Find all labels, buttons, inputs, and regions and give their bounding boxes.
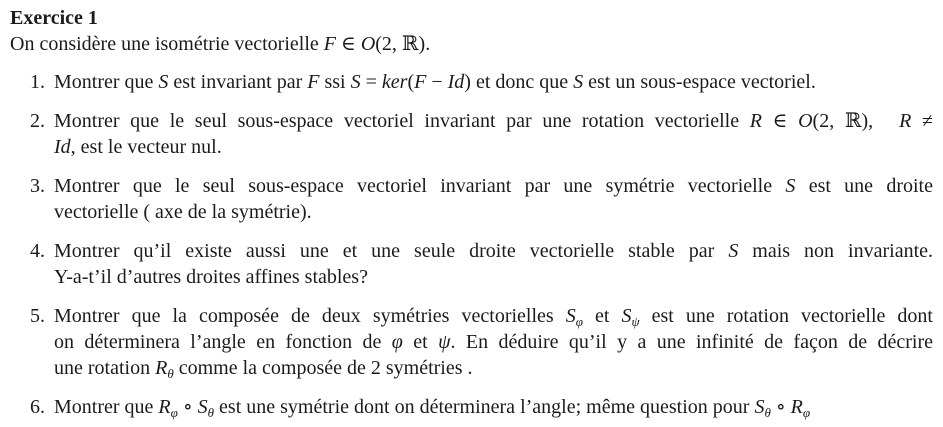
text-segment: Montrer que: [54, 71, 159, 93]
text-line: [54, 199, 933, 225]
text-segment: ∘: [177, 396, 198, 418]
text-line: [54, 394, 933, 420]
text-segment: est une rotation vectorielle dont: [639, 305, 933, 327]
math-subscript: ψ: [631, 314, 640, 329]
math-variable: φ: [391, 331, 403, 353]
exercise-item-5: [10, 303, 933, 381]
text-segment: ≠: [911, 110, 933, 132]
math-variable: Id: [54, 136, 71, 158]
math-variable: F: [414, 71, 427, 93]
text-segment: −: [426, 71, 448, 93]
text-line: [54, 303, 933, 329]
text-segment: ssi: [319, 71, 351, 93]
item-number: 2.: [30, 110, 45, 132]
text-segment: une rotation: [54, 357, 156, 379]
text-segment: ∈: [761, 110, 799, 132]
exercise-list: [10, 69, 933, 420]
text-segment: Montrer que la composée de deux symétries vectorielles: [54, 305, 566, 327]
math-variable: O: [360, 33, 376, 55]
text-segment: vectorielle ( axe de la symétrie).: [54, 201, 312, 223]
math-variable: R: [790, 396, 803, 418]
text-segment: et: [582, 305, 622, 327]
math-variable: F: [323, 33, 336, 55]
text-segment: , est le vecteur nul.: [70, 136, 222, 158]
text-segment: est un sous-espace vectoriel.: [583, 71, 816, 93]
math-subscript: φ: [802, 405, 811, 420]
item-text: [54, 69, 933, 95]
math-variable: S: [785, 175, 796, 197]
math-variable: R: [749, 110, 762, 132]
text-segment: ) et donc que: [464, 71, 574, 93]
math-subscript: φ: [170, 405, 178, 420]
item-number: 4.: [30, 240, 45, 262]
math-variable: S: [158, 71, 169, 93]
text-segment: on déterminera l’angle en fonction de: [54, 331, 392, 353]
item-number: 6.: [30, 396, 45, 418]
text-line: [54, 329, 933, 355]
text-segment: est une symétrie dont on déterminera l’angle; même question pour: [214, 396, 755, 418]
text-segment: Montrer que: [54, 396, 159, 418]
text-segment: ∈: [336, 33, 361, 55]
item-text: [54, 303, 933, 381]
math-variable: S: [197, 396, 208, 418]
text-segment: (2, ℝ),: [812, 110, 874, 132]
text-segment: et: [402, 331, 439, 353]
math-subscript: θ: [207, 405, 215, 420]
text-line: [54, 238, 933, 264]
item-number: 1.: [30, 71, 45, 93]
math-variable: F: [307, 71, 320, 93]
math-variable: S: [754, 396, 765, 418]
math-variable: S: [728, 240, 739, 262]
item-text: [54, 173, 933, 225]
math-variable: ker: [381, 71, 408, 93]
text-segment: comme la composée de 2 symétries .: [173, 357, 473, 379]
math-subscript: φ: [575, 314, 583, 329]
math-variable: Id: [447, 71, 465, 93]
math-variable: S: [565, 305, 576, 327]
exercise-title: Exercice 1: [10, 7, 98, 29]
text-line: [54, 134, 933, 160]
math-variable: R: [155, 357, 168, 379]
item-text: [54, 394, 933, 420]
math-variable: O: [798, 110, 813, 132]
math-variable: S: [350, 71, 361, 93]
text-line: [54, 69, 933, 95]
math-variable: S: [573, 71, 584, 93]
text-segment: =: [360, 71, 382, 93]
item-text: [54, 238, 933, 290]
exercise-item-4: [10, 238, 933, 290]
math-subscript: θ: [167, 366, 174, 381]
text-segment: Montrer qu’il existe aussi une et une seule droite vectorielle stable par: [54, 240, 729, 262]
text-segment: mais non invariante.: [738, 240, 934, 262]
text-segment: Montrer que le seul sous-espace vectoriel invariant par une rotation vectorielle: [54, 110, 750, 132]
text-segment: . En déduire qu’il y a une infinité de façon de décrire: [450, 331, 934, 353]
exercise-item-2: [10, 108, 933, 160]
item-number: 3.: [30, 175, 45, 197]
text-segment: Y-a-t’il d’autres droites affines stables?: [54, 266, 368, 288]
exercise-item-6: [10, 394, 933, 420]
text-line: [54, 355, 933, 381]
math-variable: R: [158, 396, 171, 418]
math-variable: S: [621, 305, 632, 327]
text-segment: (: [407, 71, 415, 93]
text-segment: est une droite: [795, 175, 933, 197]
wide-space: [873, 126, 899, 127]
math-subscript: θ: [764, 405, 771, 420]
item-number: 5.: [30, 305, 45, 327]
intro-paragraph: [10, 31, 933, 57]
math-variable: R: [899, 110, 912, 132]
text-segment: (2, ℝ).: [375, 33, 431, 55]
math-variable: ψ: [438, 331, 451, 353]
text-line: [54, 264, 933, 290]
exercise-item-3: [10, 173, 933, 225]
item-text: [54, 108, 933, 160]
text-line: [54, 108, 933, 134]
text-line: [54, 173, 933, 199]
text-segment: Montrer que le seul sous-espace vectoriel invariant par une symétrie vectorielle: [54, 175, 786, 197]
text-segment: On considère une isométrie vectorielle: [10, 33, 324, 55]
text-segment: ∘: [770, 396, 791, 418]
exercise-item-1: [10, 69, 933, 95]
text-segment: est invariant par: [168, 71, 308, 93]
